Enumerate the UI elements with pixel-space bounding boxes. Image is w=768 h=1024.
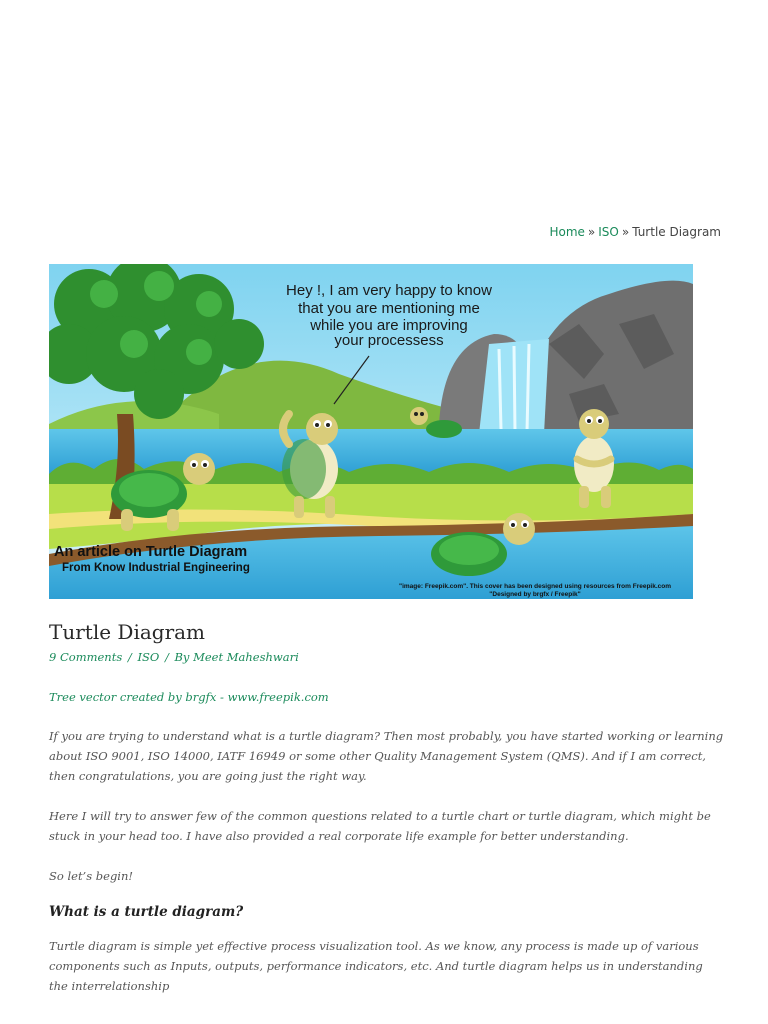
speech-line: Hey !, I am very happy to know — [286, 282, 492, 299]
breadcrumb-separator: » — [587, 225, 596, 239]
questions-paragraph: Here I will try to answer few of the common questions related to a turtle chart or turtle diagram, which might be stuck in your head too. I have also provided a real corporate life example for better understanding. — [49, 809, 711, 843]
hero-credit-line: "Designed by brgfx / Freepik" — [489, 591, 581, 598]
definition-paragraph: Turtle diagram is simple yet effective process visualization tool. As we know, any process is made up of various components such as Inputs, outputs, performance indicators, etc. And turtle diagram helps us in understanding the interrelationship — [49, 939, 703, 993]
hero-credit-line: "image: Freepik.com". This cover has been designed using resources from Freepik.com — [398, 583, 672, 590]
post-meta — [49, 650, 299, 664]
category-link[interactable]: ISO — [137, 650, 160, 664]
speech-line: your processess — [334, 332, 444, 349]
meta-separator: / — [127, 650, 132, 664]
hero-caption-subtitle: From Know Industrial Engineering — [62, 562, 250, 574]
hero-image — [49, 264, 693, 599]
section-heading: What is a turtle diagram? — [49, 904, 244, 920]
begin-paragraph: So let’s begin! — [49, 869, 134, 883]
comments-link[interactable]: 9 Comments — [49, 650, 123, 664]
hero-caption-title: An article on Turtle Diagram — [54, 544, 248, 560]
hero-illustration — [49, 264, 693, 599]
page-title: Turtle Diagram — [49, 620, 206, 644]
intro-paragraph: If you are trying to understand what is a turtle diagram? Then most probably, you have started working or learning about ISO 9001, ISO 14000, IATF 16949 or some other Quality Management System (QMS). And if I am correct, then congratulations, you are going just the right way. — [49, 729, 724, 783]
speech-line: while you are improving — [310, 317, 468, 334]
breadcrumb-home-link[interactable]: Home — [549, 225, 585, 239]
speech-line: that you are mentioning me — [298, 300, 480, 317]
breadcrumb-iso-link[interactable]: ISO — [598, 225, 619, 239]
image-credit-link[interactable]: Tree vector created by brgfx - www.freepik.com — [49, 690, 329, 704]
breadcrumb — [549, 225, 721, 239]
breadcrumb-current: Turtle Diagram — [632, 225, 721, 239]
meta-separator: / — [164, 650, 169, 664]
author-link[interactable]: By Meet Maheshwari — [174, 650, 299, 664]
breadcrumb-separator: » — [621, 225, 630, 239]
